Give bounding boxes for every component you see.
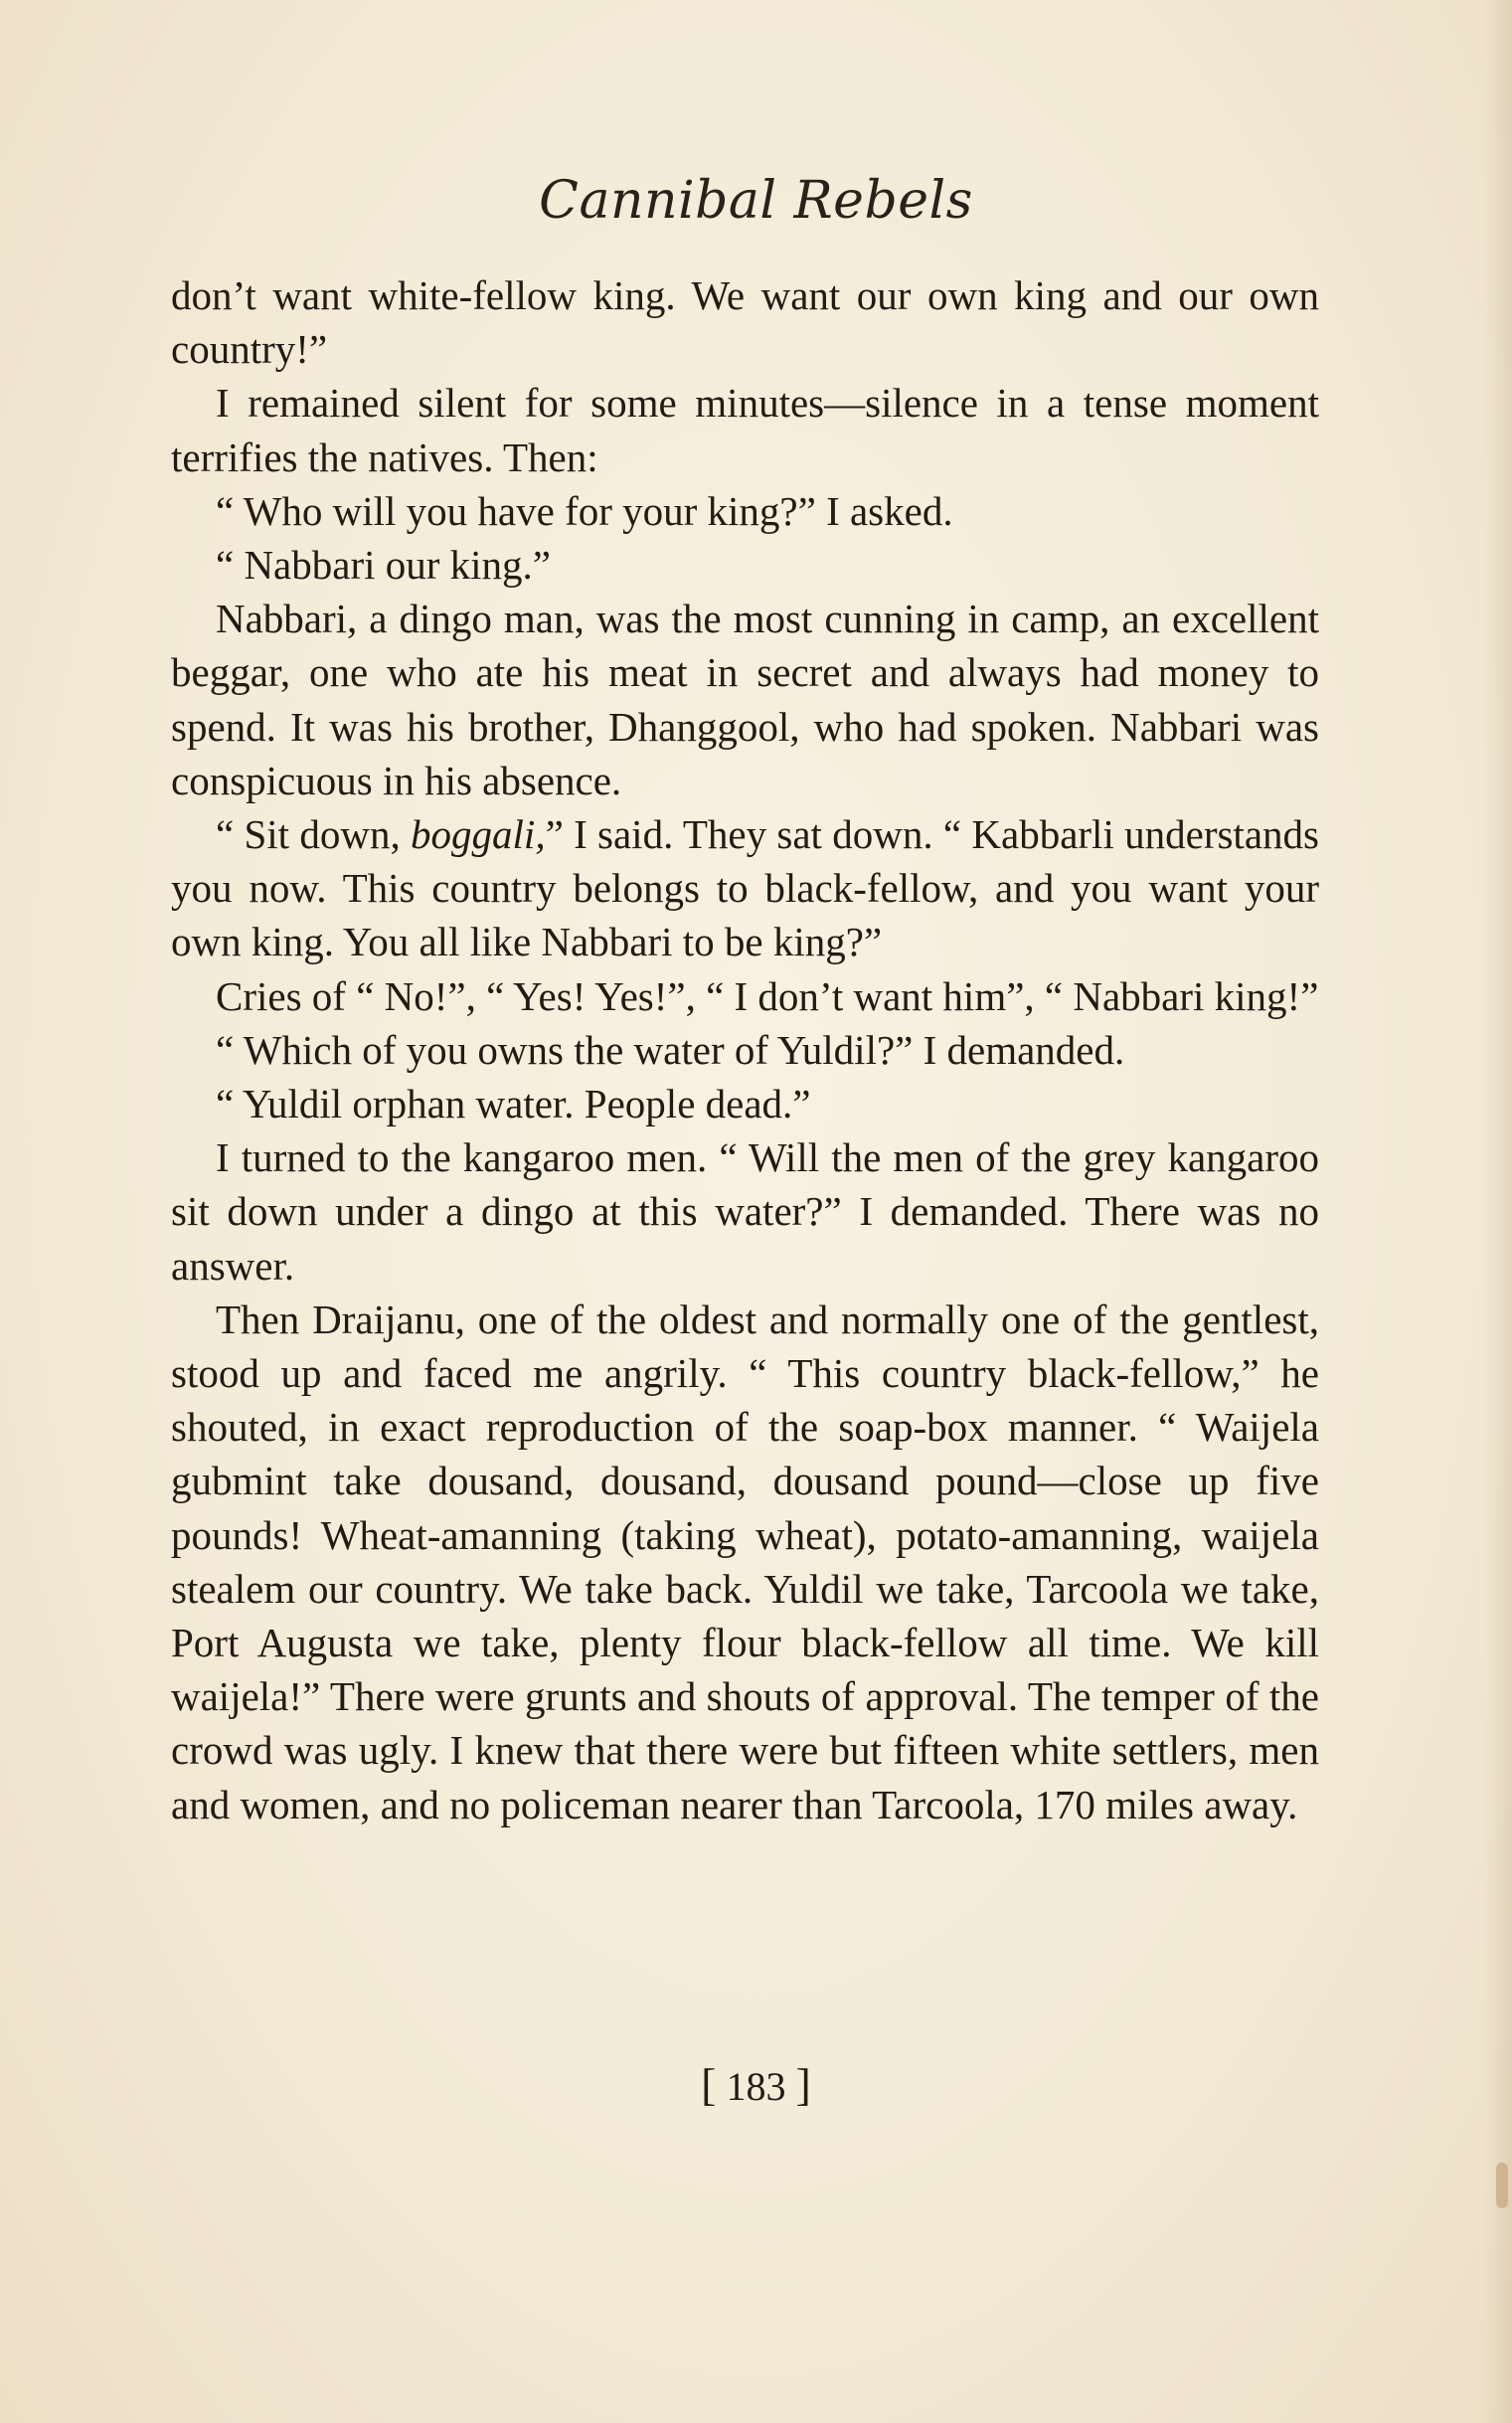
paragraph-5: Nabbari, a dingo man, was the most cunning in camp, an excellent beggar, one who ate his meat in secret and always had money to spend. It was his brother, Dhanggool, who had spoken. Nabbari was conspicuous in his absence.: [171, 596, 1319, 803]
folio-number: 183: [726, 2064, 786, 2109]
paragraph-8: “ Which of you owns the water of Yuldil?” I demanded.: [216, 1026, 1125, 1073]
paragraph-6-pre: “ Sit down,: [216, 811, 412, 858]
paragraph-11: Then Draijanu, one of the oldest and normally one of the gentlest, stood up and faced me angrily. “ This country black-fellow,” he shouted, in exact reproduction of the soap-box manner. “ Waijela gubmint take dousand, dousand, dousand pound—close up five pounds! Wheat-amanning (taking wheat), potato-amanning, waijela stealem our country. We take back. Yuldil we take, Tarcoola we take, Port Augusta we take, plenty flour black-fellow all time. We kill waijela!” There were grunts and shouts of approval. The temper of the crowd was ugly. I knew that there were but fifteen white settlers, men and women, and no policeman nearer than Tarcoola, 170 miles away.: [171, 1296, 1319, 1827]
paragraph-7: Cries of “ No!”, “ Yes! Yes!”, “ I don’t want him”, “ Nabbari king!”: [216, 972, 1319, 1019]
paragraph-6: [171, 807, 1319, 969]
paragraph-10: I turned to the kangaroo men. “ Will the men of the grey kangaroo sit down under a dingo at this water?” I demanded. There was no answer.: [171, 1134, 1319, 1289]
paragraph-6-post: ” I said. They sat down. “ Kabbarli understands you now. This country belongs to black-fellow, and you want your own king. You all like Nabbari to be king?”: [171, 811, 1319, 965]
paragraph-1: don’t want white-fellow king. We want our own king and our own country!”: [171, 272, 1319, 373]
edge-stain: [1496, 2163, 1508, 2208]
paragraph-3: “ Who will you have for your king?” I asked.: [216, 487, 953, 534]
folio-open-bracket: [: [701, 2059, 717, 2110]
folio-close-bracket: ]: [795, 2059, 811, 2110]
paragraph-6-italic: boggali,: [411, 811, 546, 858]
body-text: [171, 268, 1319, 1831]
paragraph-9: “ Yuldil orphan water. People dead.”: [216, 1081, 811, 1127]
paragraph-4: “ Nabbari our king.”: [216, 542, 551, 589]
page-number: [0, 2058, 1512, 2111]
paragraph-2: I remained silent for some minutes—silence in a tense moment terrifies the natives. Then:: [171, 380, 1319, 480]
running-head: Cannibal Rebels: [539, 171, 973, 231]
